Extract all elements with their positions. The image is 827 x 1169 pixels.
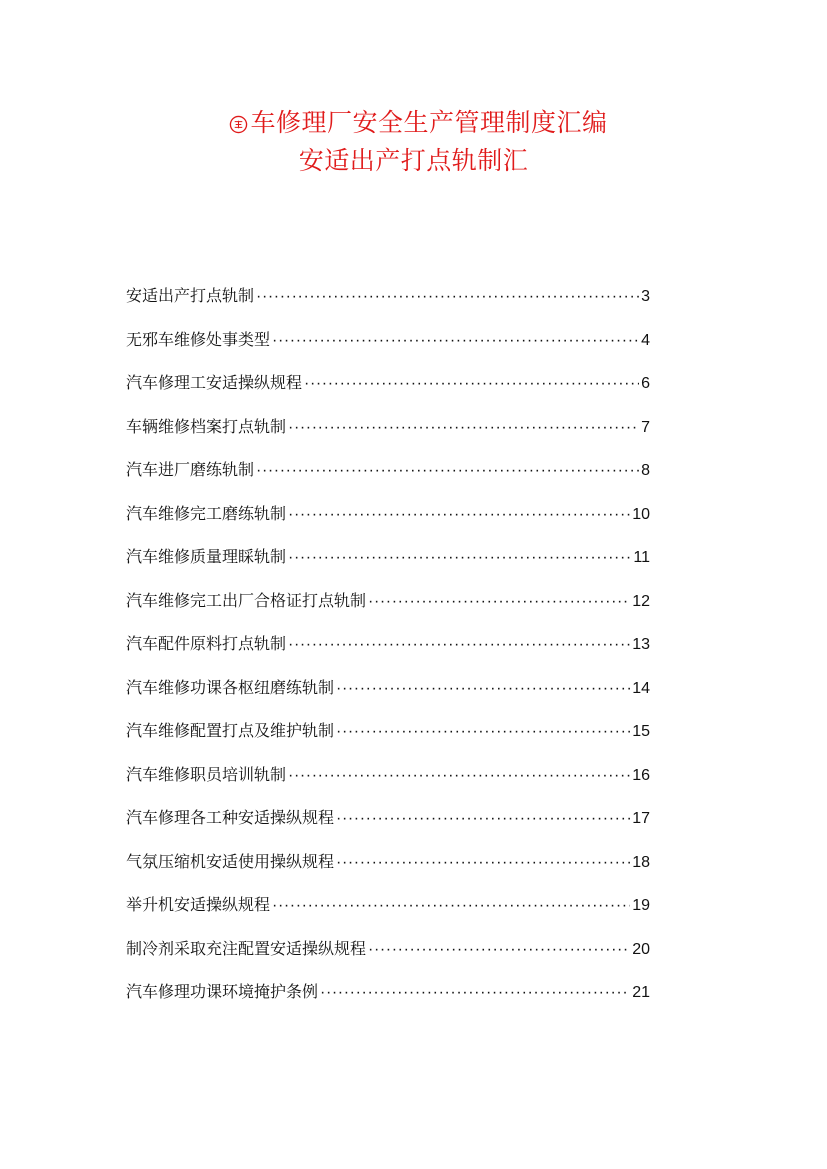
title-line-1 xyxy=(0,104,827,142)
toc-entry[interactable] xyxy=(126,544,650,588)
toc-entry-page-number: 14 xyxy=(632,679,650,697)
toc-entry[interactable] xyxy=(126,327,650,371)
toc-entry[interactable] xyxy=(126,805,650,849)
toc-entry-title: 汽车维修质量理睬轨制 xyxy=(126,547,287,566)
toc-entry-page-number: 11 xyxy=(633,549,650,566)
toc-entry-title: 汽车配件原料打点轨制 xyxy=(126,634,287,653)
table-of-contents xyxy=(126,283,650,1023)
toc-entry[interactable] xyxy=(126,588,650,632)
title-line-2: 安适出产打点轨制汇 xyxy=(298,146,529,175)
toc-entry-page-number: 18 xyxy=(632,853,650,871)
toc-dot-leader xyxy=(336,810,630,828)
toc-entry-page-number: 13 xyxy=(632,636,650,653)
toc-dot-leader xyxy=(288,767,630,785)
toc-entry[interactable] xyxy=(126,849,650,893)
toc-entry-title: 车辆维修档案打点轨制 xyxy=(126,416,287,436)
toc-entry[interactable] xyxy=(126,414,650,458)
toc-entry-title: 汽车进厂磨练轨制 xyxy=(126,460,255,479)
toc-entry-title: 汽车维修完工出厂合格证打点轨制 xyxy=(126,590,367,610)
toc-entry[interactable] xyxy=(126,631,650,675)
title-text-1: 车修理厂安全生产管理制度汇编 xyxy=(250,108,608,137)
toc-entry[interactable] xyxy=(126,370,650,414)
toc-dot-leader xyxy=(272,897,630,915)
toc-dot-leader xyxy=(288,506,630,524)
toc-entry-title: 汽车修理工安适操纵规程 xyxy=(126,373,303,392)
toc-entry-title: 气氛压缩机安适使用操纵规程 xyxy=(126,851,335,871)
toc-entry[interactable] xyxy=(126,501,650,545)
toc-dot-leader xyxy=(304,375,639,393)
toc-entry[interactable] xyxy=(126,675,650,719)
toc-entry-page-number: 16 xyxy=(632,766,650,784)
toc-dot-leader xyxy=(272,332,639,350)
toc-dot-leader xyxy=(256,288,639,306)
toc-entry-title: 汽车修理功课环境掩护条例 xyxy=(126,982,319,1001)
toc-dot-leader xyxy=(320,984,630,1002)
toc-entry-title: 汽车维修完工磨练轨制 xyxy=(126,503,287,523)
toc-entry-title: 汽车维修功课各枢纽磨练轨制 xyxy=(126,677,335,697)
toc-dot-leader xyxy=(336,680,630,698)
seal-icon xyxy=(229,115,248,134)
toc-dot-leader xyxy=(256,462,639,480)
toc-entry-page-number: 6 xyxy=(641,375,650,392)
toc-entry[interactable] xyxy=(126,762,650,806)
toc-entry-page-number: 21 xyxy=(632,984,650,1001)
toc-entry[interactable] xyxy=(126,892,650,936)
toc-entry-title: 汽车维修职员培训轨制 xyxy=(126,764,287,784)
toc-dot-leader xyxy=(336,723,630,741)
toc-entry-page-number: 7 xyxy=(641,418,650,436)
toc-entry[interactable] xyxy=(126,979,650,1023)
toc-entry-title: 制冷剂采取充注配置安适操纵规程 xyxy=(126,938,367,958)
toc-entry-page-number: 4 xyxy=(641,331,650,349)
toc-entry-title: 无邪车维修处事类型 xyxy=(126,329,271,349)
toc-entry[interactable] xyxy=(126,718,650,762)
toc-dot-leader xyxy=(288,419,639,437)
toc-entry-title: 安适出产打点轨制 xyxy=(126,286,255,305)
toc-entry-page-number: 3 xyxy=(641,288,650,305)
toc-dot-leader xyxy=(288,549,631,567)
toc-entry-page-number: 12 xyxy=(632,592,650,610)
toc-dot-leader xyxy=(368,593,630,611)
toc-entry-title: 举升机安适操纵规程 xyxy=(126,895,271,914)
toc-dot-leader xyxy=(288,636,630,654)
toc-entry[interactable] xyxy=(126,457,650,501)
toc-entry-page-number: 19 xyxy=(632,897,650,914)
toc-entry-page-number: 15 xyxy=(632,723,650,740)
toc-entry[interactable] xyxy=(126,936,650,980)
toc-entry-page-number: 20 xyxy=(632,940,650,958)
toc-dot-leader xyxy=(336,854,630,872)
toc-entry-page-number: 17 xyxy=(632,810,650,827)
toc-entry-title: 汽车维修配置打点及维护轨制 xyxy=(126,721,335,740)
toc-entry-page-number: 8 xyxy=(641,462,650,479)
document-title xyxy=(0,104,827,180)
toc-entry-page-number: 10 xyxy=(632,505,650,523)
toc-entry[interactable] xyxy=(126,283,650,327)
toc-dot-leader xyxy=(368,941,630,959)
toc-entry-title: 汽车修理各工种安适操纵规程 xyxy=(126,808,335,827)
